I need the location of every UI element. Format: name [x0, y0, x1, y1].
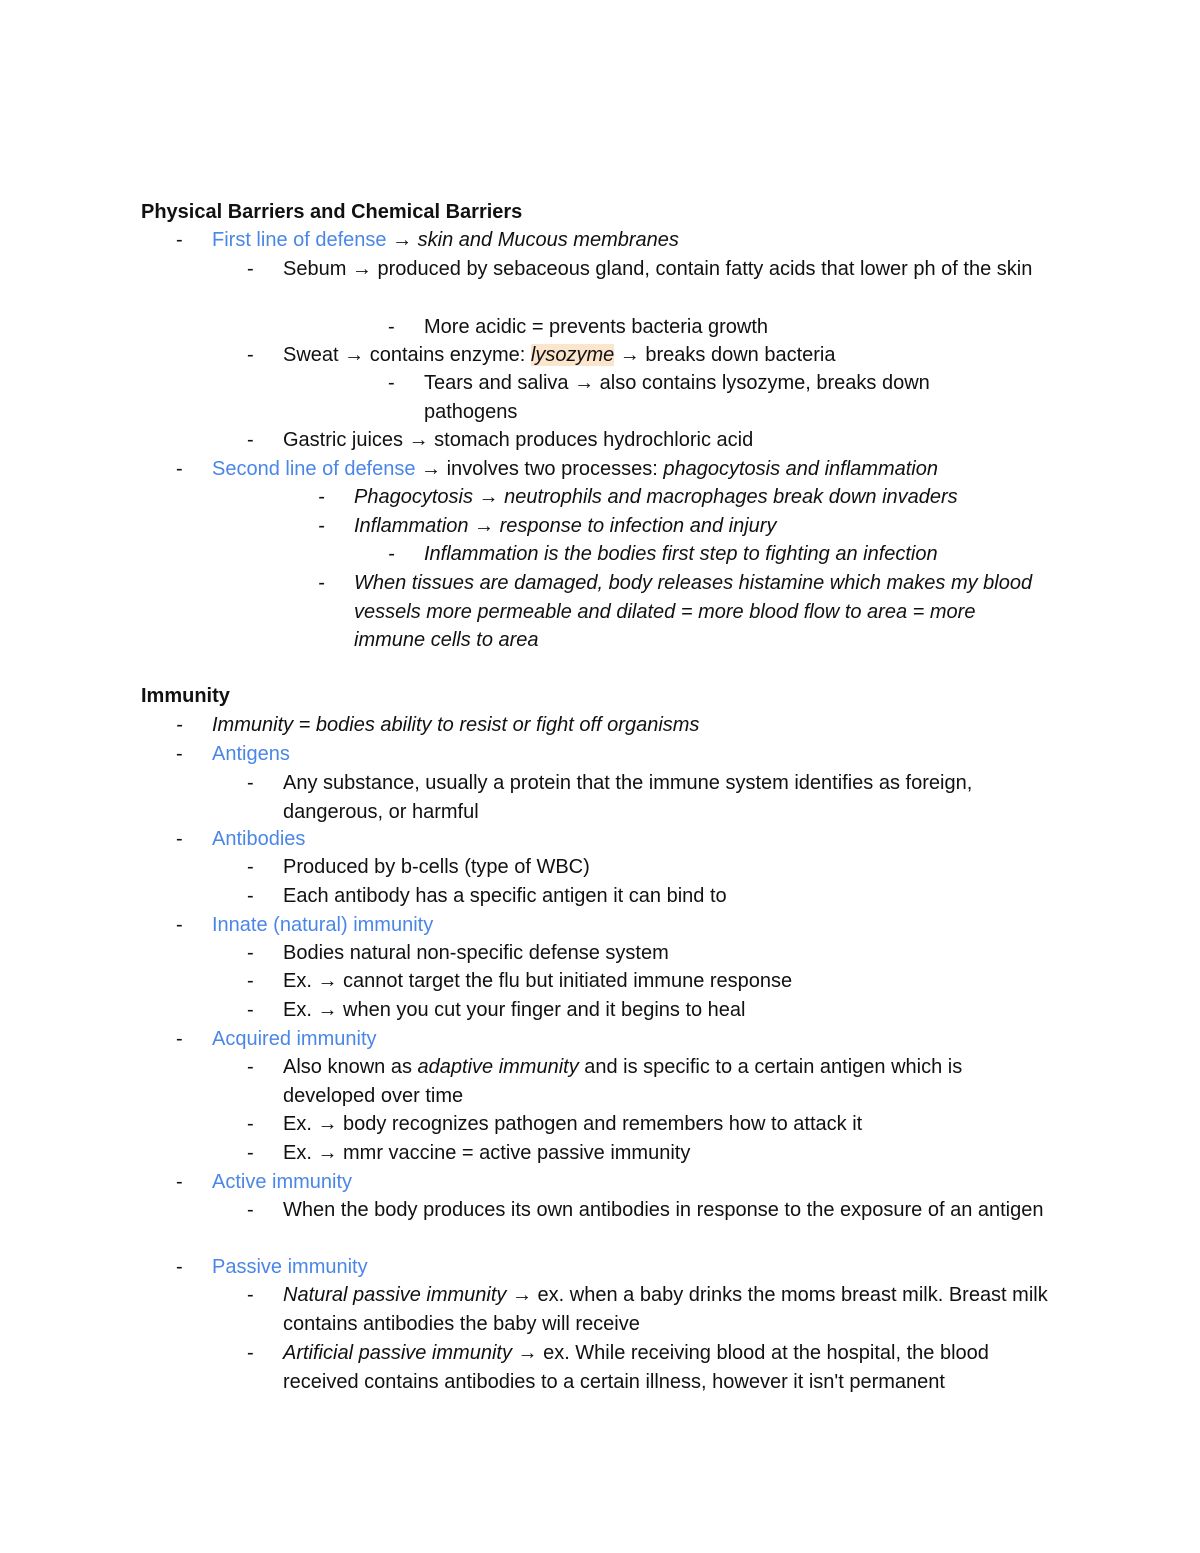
acquired-item-text: Ex. → mmr vaccine = active passive immunity: [283, 1142, 691, 1164]
term-antigens: Antigens: [212, 743, 290, 765]
acquired-item-text: Ex. → body recognizes pathogen and remembers how to attack it: [283, 1113, 863, 1135]
list-item-active: - Active immunity: [176, 1171, 353, 1193]
list-item-passive: - Passive immunity: [176, 1256, 368, 1278]
natural-passive-term: Natural passive immunity: [283, 1284, 507, 1306]
term-second-line: Second line of defense: [212, 458, 416, 480]
term-passive: Passive immunity: [212, 1256, 368, 1278]
inflammation-text: Inflammation → response to infection and injury: [354, 515, 777, 537]
innate-item-text: Ex. → cannot target the flu but initiated immune response: [283, 970, 793, 992]
list-item-sebum: - Sebum → produced by sebaceous gland, contain fatty acids that lower ph of the skin: [247, 258, 1033, 280]
artificial-passive-term: Artificial passive immunity: [283, 1342, 512, 1364]
antibodies-item-text: Produced by b-cells (type of WBC): [283, 856, 590, 878]
section-heading-barriers: Physical Barriers and Chemical Barriers: [141, 201, 523, 223]
list-item-tears: - Tears and saliva → also contains lysozyme, breaks down pathogens: [388, 372, 930, 423]
section-heading-immunity: Immunity: [141, 685, 230, 707]
list-item-innate-1: - Bodies natural non-specific defense system: [247, 942, 669, 964]
list-item-acidic: - More acidic = prevents bacteria growth: [388, 316, 769, 338]
list-item-acquired-1: - Ex. → body recognizes pathogen and remembers how to attack it: [247, 1113, 863, 1135]
list-item-artificial-passive: - Artificial passive immunity → ex. While receiving blood at the hospital, the blood received contains antibodies to a certain illness, however it isn't permanent: [247, 1342, 989, 1393]
adaptive-pre: Also known as: [283, 1056, 418, 1078]
list-item-gastric: - Gastric juices → stomach produces hydrochloric acid: [247, 429, 754, 451]
sweat-post: → breaks down bacteria: [614, 344, 836, 366]
second-line-italic: phagocytosis and inflammation: [663, 458, 938, 480]
tears-text: Tears and saliva → also contains lysozyme, breaks down pathogens: [424, 372, 930, 423]
adaptive-post: and is specific to a certain antigen which is developed over time: [283, 1056, 963, 1107]
list-item-active-desc: - When the body produces its own antibodies in response to the exposure of an antigen: [247, 1199, 1044, 1221]
list-item-antigens-desc: - Any substance, usually a protein that the immune system identifies as foreign, dangerous, or harmful: [247, 772, 973, 823]
list-item-innate-3: - Ex. → when you cut your finger and it begins to heal: [247, 999, 746, 1021]
innate-item-text: Ex. → when you cut your finger and it begins to heal: [283, 999, 746, 1021]
list-item-acquired-adaptive: - Also known as adaptive immunity and is specific to a certain antigen which is developed over time: [247, 1056, 963, 1107]
list-item-antigens: - Antigens: [176, 743, 290, 765]
list-item-innate-2: - Ex. → cannot target the flu but initiated immune response: [247, 970, 793, 992]
inflammation-first-text: Inflammation is the bodies first step to fighting an infection: [424, 543, 938, 565]
term-innate: Innate (natural) immunity: [212, 914, 434, 936]
term-active: Active immunity: [212, 1171, 353, 1193]
adaptive-italic: adaptive immunity: [417, 1056, 579, 1078]
list-item-acquired-2: - Ex. → mmr vaccine = active passive immunity: [247, 1142, 691, 1164]
antibodies-item-text: Each antibody has a specific antigen it can bind to: [283, 885, 727, 907]
term-first-line: First line of defense: [212, 229, 387, 251]
artificial-passive-text: → ex. While receiving blood at the hospital, the blood received contains antibodies to a certain illness, however it isn't permanent: [283, 1342, 989, 1393]
list-item-antibodies-2: - Each antibody has a specific antigen it can bind to: [247, 885, 727, 907]
innate-item-text: Bodies natural non-specific defense system: [283, 942, 669, 964]
list-item-first-line: - First line of defense → skin and Mucous membranes: [176, 229, 679, 251]
list-item-inflammation: - Inflammation → response to infection and injury: [318, 515, 777, 537]
second-line-rest: → involves two processes:: [415, 458, 664, 480]
antigens-desc-text: Any substance, usually a protein that the immune system identifies as foreign, dangerous, or harmful: [283, 772, 973, 823]
lysozyme-highlight: lysozyme: [530, 344, 615, 366]
list-item-tissues: - When tissues are damaged, body releases histamine which makes my blood vessels more permeable and dilated = more blood flow to area = more immune cells to area: [318, 572, 1033, 651]
list-item-second-line: - Second line of defense → involves two processes: phagocytosis and inflammation: [176, 458, 938, 480]
list-item-antibodies-1: - Produced by b-cells (type of WBC): [247, 856, 590, 878]
list-item-innate: - Innate (natural) immunity: [176, 914, 434, 936]
sebum-text: Sebum → produced by sebaceous gland, contain fatty acids that lower ph of the skin: [283, 258, 1033, 280]
gastric-text: Gastric juices → stomach produces hydrochloric acid: [283, 429, 754, 451]
term-acquired: Acquired immunity: [212, 1028, 377, 1050]
active-desc-text: When the body produces its own antibodies in response to the exposure of an antigen: [283, 1199, 1044, 1221]
list-item-antibodies: - Antibodies: [176, 828, 306, 850]
acidic-text: More acidic = prevents bacteria growth: [424, 316, 769, 338]
list-item-immunity-definition: - Immunity = bodies ability to resist or fight off organisms: [176, 714, 700, 736]
list-item-phagocytosis: - Phagocytosis → neutrophils and macrophages break down invaders: [318, 486, 958, 508]
list-item-acquired: - Acquired immunity: [176, 1028, 377, 1050]
phagocytosis-text: Phagocytosis → neutrophils and macrophages break down invaders: [354, 486, 958, 508]
term-antibodies: Antibodies: [212, 828, 306, 850]
list-item-natural-passive: - Natural passive immunity → ex. when a baby drinks the moms breast milk. Breast milk contains antibodies the baby will receive: [247, 1284, 1048, 1335]
natural-passive-text: → ex. when a baby drinks the moms breast milk. Breast milk contains antibodies the baby will receive: [283, 1284, 1048, 1335]
list-item-sweat: - Sweat → contains enzyme: lysozyme → breaks down bacteria: [247, 344, 836, 366]
list-item-inflammation-first: - Inflammation is the bodies first step to fighting an infection: [388, 543, 938, 565]
first-line-desc: → skin and Mucous membranes: [386, 229, 679, 251]
sweat-pre: Sweat → contains enzyme:: [283, 344, 531, 366]
immunity-definition-text: Immunity = bodies ability to resist or fight off organisms: [212, 714, 700, 736]
tissues-text: When tissues are damaged, body releases histamine which makes my blood vessels more permeable and dilated = more blood flow to area = more immune cells to area: [354, 572, 1033, 651]
